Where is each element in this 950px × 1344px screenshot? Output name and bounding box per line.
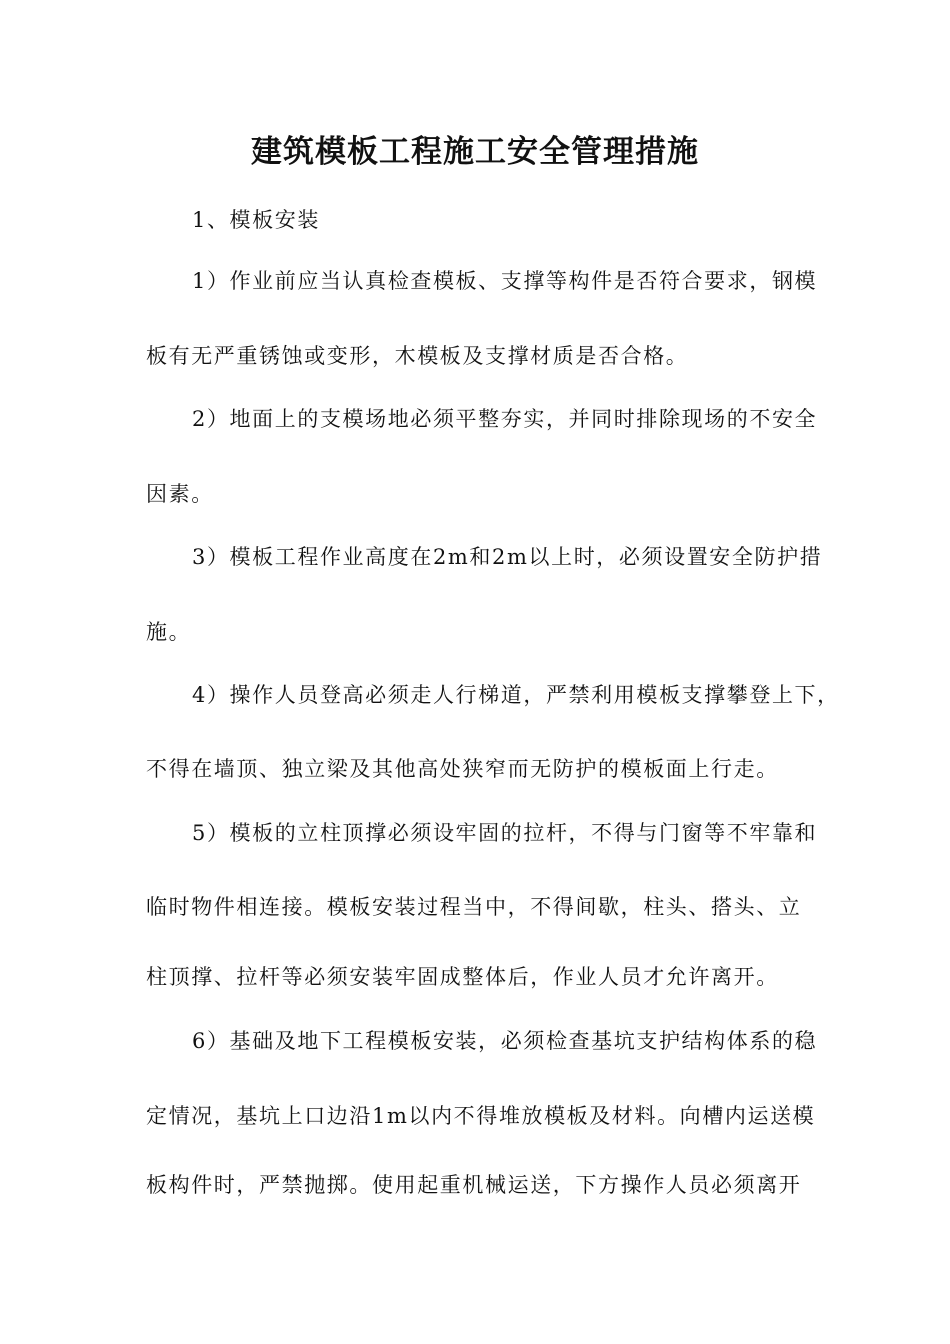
paragraph-line: 板构件时，严禁抛掷。使用起重机械运送，下方操作人员必须离开 — [146, 1173, 802, 1197]
paragraph-line: 6）基础及地下工程模板安装，必须检查基坑支护结构体系的稳 — [192, 1029, 818, 1053]
paragraph-line: 2）地面上的支模场地必须平整夯实，并同时排除现场的不安全 — [192, 407, 818, 431]
paragraph-line: 定情况，基坑上口边沿1m以内不得堆放模板及材料。向槽内运送模 — [146, 1104, 816, 1128]
paragraph-line: 因素。 — [146, 482, 214, 506]
paragraph-line: 3）模板工程作业高度在2m和2m以上时，必须设置安全防护措 — [192, 545, 823, 569]
paragraph-line: 5）模板的立柱顶撑必须设牢固的拉杆，不得与门窗等不牢靠和 — [192, 821, 818, 845]
paragraph-line: 施。 — [146, 620, 192, 644]
paragraph-line: 柱顶撑、拉杆等必须安装牢固成整体后，作业人员才允许离开。 — [146, 965, 779, 989]
paragraph-line: 不得在墙顶、独立梁及其他高处狭窄而无防护的模板面上行走。 — [146, 757, 779, 781]
paragraph-line: 临时物件相连接。模板安装过程当中，不得间歇，柱头、搭头、立 — [146, 895, 802, 919]
document-title: 建筑模板工程施工安全管理措施 — [251, 134, 699, 170]
paragraph-line: 4）操作人员登高必须走人行梯道，严禁利用模板支撑攀登上下， — [192, 683, 840, 707]
paragraph-line: 板有无严重锈蚀或变形，木模板及支撑材质是否合格。 — [146, 344, 689, 368]
section-heading: 1、模板安装 — [192, 208, 320, 232]
paragraph-line: 1）作业前应当认真检查模板、支撑等构件是否符合要求，钢模 — [192, 269, 818, 293]
